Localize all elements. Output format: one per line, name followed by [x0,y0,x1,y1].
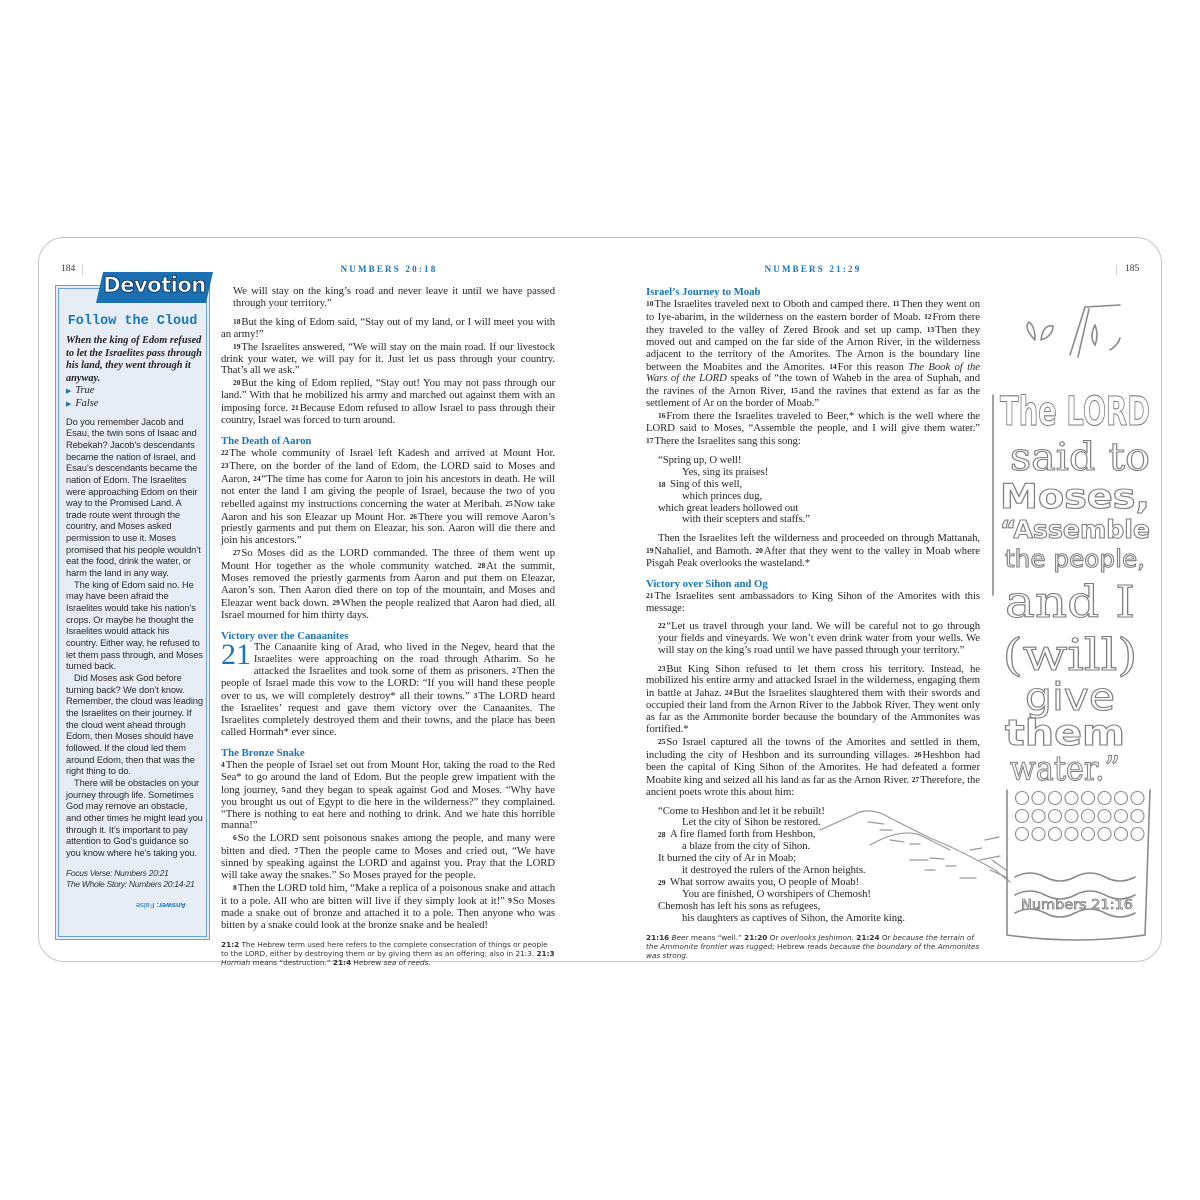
paragraph [221,286,555,310]
verse-number: 22 [658,620,666,630]
upside-down-answer [66,901,203,910]
art-reference: Numbers 21:16 [1021,898,1133,913]
verse-number: 17 [646,435,654,445]
verse-number: 5 [281,784,286,794]
verse-number: 16 [658,411,666,421]
bubble [1098,792,1111,805]
verse-number: 28 [658,830,666,840]
devotion-paragraph: Do you remember Jacob and Esau, the twin sons of Isaac and Rebekah? Jacob’s descendants became the nation of Israel, and Esau’s descendants became the nation of Edom. The Israelites were approaching Edom on their way to the Promised Land. A trade route went through the country, and Moses asked permission to use it. Moses promised that his people wouldn’t eat the food, drink the water, or harm the land in any way. [66,416,201,579]
divider [82,265,83,275]
page-number-right: 185 [1125,264,1140,274]
text-run: Yes, sing its praises! [682,465,769,478]
verse-number: 9 [508,895,512,905]
answer-label: Answer: [156,900,187,910]
mountain-outline [820,811,1010,882]
text-run: There the Israelites sang this song: [654,434,801,447]
text-run: Hebrew reads [774,941,830,951]
chapter-number: 21 [221,637,251,671]
paragraph [221,637,555,739]
verse-number: 20 [233,378,241,388]
verse-number: 18 [658,479,666,489]
text-run: The Bronze Snake [221,746,305,759]
verse-number: 19 [646,546,654,556]
devotion-sidebar [55,285,210,940]
paragraph [221,341,555,378]
verse-number: 22 [221,447,229,457]
text-run: But the king of Edom said, “Stay out of my land, or I will meet you with an army!” [221,315,555,340]
verse-number: 23 [221,460,229,470]
art-line: Moses, [1000,477,1150,517]
bubble [1115,792,1128,805]
running-head-left: NUMBERS 20:18 [340,264,438,274]
text-run: Then the people came to Moses and cried out, “We have sinned by speaking against the LORD and against you. Pray that the LORD will take away the snakes.” So Moses prayed for the people. [221,845,555,882]
section-heading [646,578,980,590]
verse-number: 23 [658,663,666,673]
text-run: You are finished, O worshipers of Chemosh! [682,887,871,900]
text-run: We will stay on the king’s road and never leave it until we have passed through your territory.” [233,285,555,309]
paragraph [646,298,980,410]
devotion-title: Follow the Cloud [67,314,198,329]
italic-text: overlooks Jeshimon. [780,932,854,942]
verse-number: 25 [658,737,666,746]
paragraph [221,447,555,547]
text-run: Then the people of Israel made this vow to the LORD: “If you will hand these people over to us, we will completely destroy* all their towns.” [221,665,555,703]
text-run: The Israelites answered, “We will stay on the main road. If our livestock drink your water, we will pay for it. Just let us pass through your country. That’s all we ask.” [221,340,555,377]
devotion-body [66,417,203,860]
text-run: Or [879,932,893,942]
verse-number: 14 [829,361,837,371]
italic-text: because the terrain of the Ammonite frontier was rugged; [646,932,974,951]
text-run: The LORD heard the Israelites’ request and gave them victory over the Canaanites. The Israelites completely destroyed them and their towns, and the place has been called Hormah* ever since. [221,690,555,738]
verse-number: 6 [233,833,237,843]
bubble [1065,792,1078,805]
bubble [1115,810,1128,823]
art-line: (will) [1002,630,1138,681]
paragraph [646,590,980,615]
art-line: water.” [1010,749,1120,789]
text-run: Hebrew [351,957,384,967]
text-run: Then the people of Israel set out from Mount Hor, taking the road to the Red Sea* to go around the land of Edom. But the people grew impatient with the long journey, [221,758,555,796]
text-run: For this reason [837,360,909,373]
triangle-bullet-icon: ▶ [66,399,72,408]
section-heading [221,435,555,447]
text-run: a blaze from the city of Sihon. [682,840,811,853]
bubble [1098,810,1111,823]
verse-number: 29 [658,877,666,887]
text-run: and they began to speak against God and Moses. “Why have you brought us out of Egypt to die here in the wilderness?” they complained. “There is nothing to eat here and nothing to drink. And we hate this horrible manna!” [221,783,555,832]
art-line: said to [1010,435,1150,479]
verse-number: 28 [477,561,486,571]
art-line: give [1025,675,1115,719]
italic-text: because the boundary of the Ammonites was strong. [646,941,980,960]
text-run: So Moses made a snake out of bronze and attached it to a pole. Then anyone who was bitten by a snake could look at the bronze snake and be healed! [221,894,556,931]
bubble [1098,828,1111,841]
italic-text: Beer [671,932,689,942]
text-run: and the ravines that extend as far as the settlement of Ar on the border of Moab.” [646,385,980,410]
triangle-bullet-icon: ▶ [66,387,72,396]
footnote-ref: 21:24 [856,932,880,942]
devotion-paragraph: The king of Edom said no. He may have been afraid the Israelites would take his nation’s crops. Or maybe he thought the Israelites would attack his country. Either way, he refused to let them pass through, and Moses turned back. [66,579,203,672]
text-run: But the Israelites slaughtered them with their swords and occupied their land from the Arnon River to the Jabbok River. They went only as far as the Ammonite border because the boundary of the Ammonites was fortified.* [646,687,980,736]
text-run: There you will remove Aaron’s priestly garments and put them on Eleazar, his son. Aaron will die there and join his ancestors.” [221,510,555,547]
verse-number: 7 [294,846,299,856]
text-run: Or [767,932,781,942]
text-run: But King Sihon refused to let them cross his territory. Instead, he mobilized his entire army and attacked Israel in the wilderness, engaging them in battle at Jahaz. [646,662,980,700]
bubble [1032,810,1045,823]
italic-text: sea of reeds. [383,957,431,967]
bubble [1049,810,1062,823]
bubble [1016,810,1029,823]
verse-number: 24 [253,473,261,483]
verse-number: 8 [233,882,237,892]
text-run: So Israel captured all the towns of the Amorites and settled in them, including the city of Heshbon and its surrounding villages. [646,736,980,761]
bubble [1131,792,1144,805]
verse-number: 21 [646,591,654,601]
bubble [1049,792,1062,805]
divider [1116,265,1117,275]
text-run: A fire flamed forth from Heshbon, [670,828,816,841]
italic-text: The Book of the Wars of the LORD [646,360,980,385]
paragraph [221,377,555,427]
text-run: “Spring up, O well! [658,453,742,466]
italic-text: Hormah [221,957,251,967]
bubble [1082,810,1095,823]
text-run: it destroyed the rulers of the Arnon heights. [682,864,866,877]
text-run: speaks of “the town of Waheb in the area of Suphah, and the ravines of the Arnon River, [646,372,980,398]
text-run: which great leaders hollowed out [658,501,799,514]
text-run: “Come to Heshbon and let it be rebuilt! [658,804,825,817]
paragraph [221,759,555,832]
bubble [1131,828,1144,841]
verse-number: 21 [291,403,299,413]
text-run: When the people realized that Aaron had died, all Israel mourned for him thirty days. [221,596,556,621]
verse-number: 12 [924,311,932,321]
verse-number: 26 [914,749,922,759]
art-line: and I [1005,577,1135,628]
running-head-right: NUMBERS 21:29 [764,264,862,274]
verse-number: 29 [332,597,340,607]
text-run: Sing of this well, [670,477,743,490]
verse-number: 15 [790,386,798,396]
devotion-tab-label: Devotion [103,273,206,297]
bubble [1049,828,1062,841]
text-run: But the king of Edom replied, “Stay out! You may not pass through our land.” With that he mobilized his army and marched out against them with an imposing force. [221,377,555,415]
bubble [1016,828,1029,841]
section-heading [221,747,555,759]
splash-drop-icon [1027,322,1053,340]
bubbles-pattern [1016,792,1145,841]
text-run: The Israelites traveled next to Oboth and camped there. [654,298,893,310]
text-run: which princes dug, [682,489,763,502]
focus-verse: Focus Verse: Numbers 20:21 [66,867,169,878]
bubble [1131,810,1144,823]
paragraph [646,410,980,448]
verse-number: 4 [221,759,225,769]
text-run: At the summit, Moses removed the priestly garments from Aaron and put them on Eleazar, Aaron’s son. Then Aaron died there on top of the mountain, and Moses and Eleazar went back down. [221,560,555,609]
text-run: It burned the city of Ar in Moab; [658,852,797,865]
answer-value: False [136,900,155,910]
text-run: with their scepters and staffs.” [682,513,810,526]
text-run: Because Edom refused to allow Israel to pass through their country, Israel was forced to turn around. [221,402,555,427]
text-run: From there the Israelites traveled to Beer,* which is the well where the LORD said to Moses, “Assemble the people, and I will give them water.” [646,410,980,435]
paragraph [221,832,555,882]
devotion-references [66,868,203,891]
bubble [1016,792,1029,805]
devotion-paragraph: There will be obstacles on your journey through life. Sometimes God may remove an obstacle, and other times he might lead you through it. It’s important to pay attention to God’s guidance so you know where he’s taking you. [66,777,203,858]
text-run: Then they went on to Iye-abarim, in the wilderness on the eastern border of Moab. [646,298,980,323]
option-label: False [75,397,99,409]
devotion-quiz [66,335,203,411]
text-run: Let the city of Sihon be restored. [682,816,821,829]
text-run: From there they traveled to the valley of Zered Brook and set up camp. [646,310,980,336]
footnotes-right [646,933,980,960]
option-label: True [75,385,95,397]
footnote-ref: 21:20 [744,932,768,942]
art-line: the people, [1005,545,1145,573]
bubble [1115,828,1128,841]
text-run: “Let us travel through your land. We will be careful not to go through your fields and vineyards. We won’t even drink water from your wells. We will stay on the king’s road until we have passed through your territory.” [658,619,980,656]
text-run: Victory over the Canaanites [221,629,349,642]
text-run: Israel’s Journey to Moab [646,286,761,298]
text-run: The Israelites sent ambassadors to King Sihon of the Amorites with this message: [646,590,980,614]
text-run: The Death of Aaron [221,434,312,447]
bubble [1082,792,1095,805]
text-run: Therefore, the ancient poets wrote this about him: [646,773,980,798]
poetry-line [646,913,980,925]
verse-number: 11 [892,299,900,308]
text-run: Heshbon had been the capital of King Sihon of the Amorites. He had defeated a former Moabite king and seized all his land as far as the Arnon River. [646,748,980,786]
bubble [1082,828,1095,841]
bubble [1032,792,1045,805]
art-line: them [1005,713,1125,754]
text-run: his daughters as captives of Sihon, the Amorite king. [682,911,905,924]
text-run: There, on the border of the land of Edom, the LORD said to Moses and Aaron, [221,459,555,485]
footnote-ref: 21:3 [536,948,555,958]
text-run: Nahaliel, and Bamoth. [654,545,756,558]
verse-number: 27 [233,548,241,558]
text-run: Victory over Sihon and Og [646,578,768,591]
text-run: Then the LORD told him, “Make a replica of a poisonous snake and attach it to a pole. All who are bitten will live if they simply look at it!” [221,881,555,907]
text-run: Then the Israelites left the wilderness and proceeded on through Mattanah, [658,532,980,545]
art-line: “Assemble [1000,515,1150,544]
paragraph [221,882,555,932]
footnote-ref: 21:16 [646,932,670,942]
text-run: means “well.” [688,932,745,942]
verse-number: 13 [926,324,935,334]
text-run: What sorrow awaits you, O people of Moab! [670,875,860,888]
footnote-ref: 21:4 [332,957,352,967]
text-run: Then they moved out and camped on the far side of the Arnon River, in the wilderness adjacent to the territory of the Amorites. The Arnon is the boundary line between the Moabites and the Amorites. [646,323,980,373]
paragraph [646,533,980,570]
verse-number: 19 [233,341,241,351]
verse-number: 2 [512,666,516,676]
verse-number: 24 [724,688,733,698]
bubble [1032,828,1045,841]
paragraph [646,736,980,799]
paragraph [221,316,555,341]
verse-number: 25 [505,498,513,508]
text-run: Now take Aaron and his son Eleazar up Mount Hor. [221,497,555,523]
poetry-line [646,514,980,526]
glass-outline [1007,790,1150,940]
left-page-text [221,286,555,967]
text-run: The Canaanite king of Arad, who lived in the Negev, heard that the Israelites were approaching on the road through Atharim. So he attacked the Israelites and took some of them as prisoners. [253,640,555,678]
verse-number: 20 [755,546,763,556]
art-line: The LORD [1000,389,1150,435]
verse-number: 3 [473,691,478,701]
text-run: After that they went to the valley in Moab where Pisgah Peak overlooks the wasteland.* [646,545,980,570]
verse-number: 10 [646,299,654,308]
paragraph [221,547,555,621]
text-run: The Hebrew term used here refers to the complete consecration of things or people to the LORD, either by destroying them or by giving them as an offering; also in 21:3. [221,939,548,958]
text-run: Chemosh has left his sons as refugees, [658,899,821,912]
text-run: So the LORD sent poisonous snakes among the people, and many were bitten and died. [221,832,555,858]
coloring-verse-art [985,295,1160,945]
paragraph [646,663,980,736]
text-run: The whole community of Israel left Kadesh and arrived at Mount Hor. [229,446,555,459]
text-run: So Moses did as the LORD commanded. The three of them went up Mount Hor together as the whole community watched. [221,547,555,573]
whole-story: The Whole Story: Numbers 20:14-21 [66,879,195,889]
section-heading [646,286,980,298]
page-number-left: 184 [61,264,76,274]
verse-number: 26 [409,511,417,521]
quiz-option-true [66,385,203,398]
quiz-option-false [66,398,203,411]
bubble [1065,828,1078,841]
footnote-ref: 21:2 [221,939,240,949]
footnotes-left [221,940,555,967]
bubble [1065,810,1078,823]
devotion-paragraph: Did Moses ask God before turning back? We don’t know. Remember, the cloud was leading the Israelites on their journey. If the cloud went ahead through Edom, then Moses should have followed. If the cloud led them around Edom, then that was the right thing to do. [66,673,203,777]
text-run: “The time has come for Aaron to join his ancestors in death. He will not enter the land I am giving the people of Israel, because the two of you rebelled against my instructions concerning the water at Meribah. [221,472,555,510]
text-run: means “destruction.” [250,957,333,967]
verse-number: 27 [911,774,920,784]
verse-number: 18 [233,316,241,326]
quiz-question: When the king of Edom refused to let the Israelites pass through his land, they went through it anyway. [66,335,202,384]
paragraph [646,620,980,657]
scripture-column-left [221,286,555,932]
